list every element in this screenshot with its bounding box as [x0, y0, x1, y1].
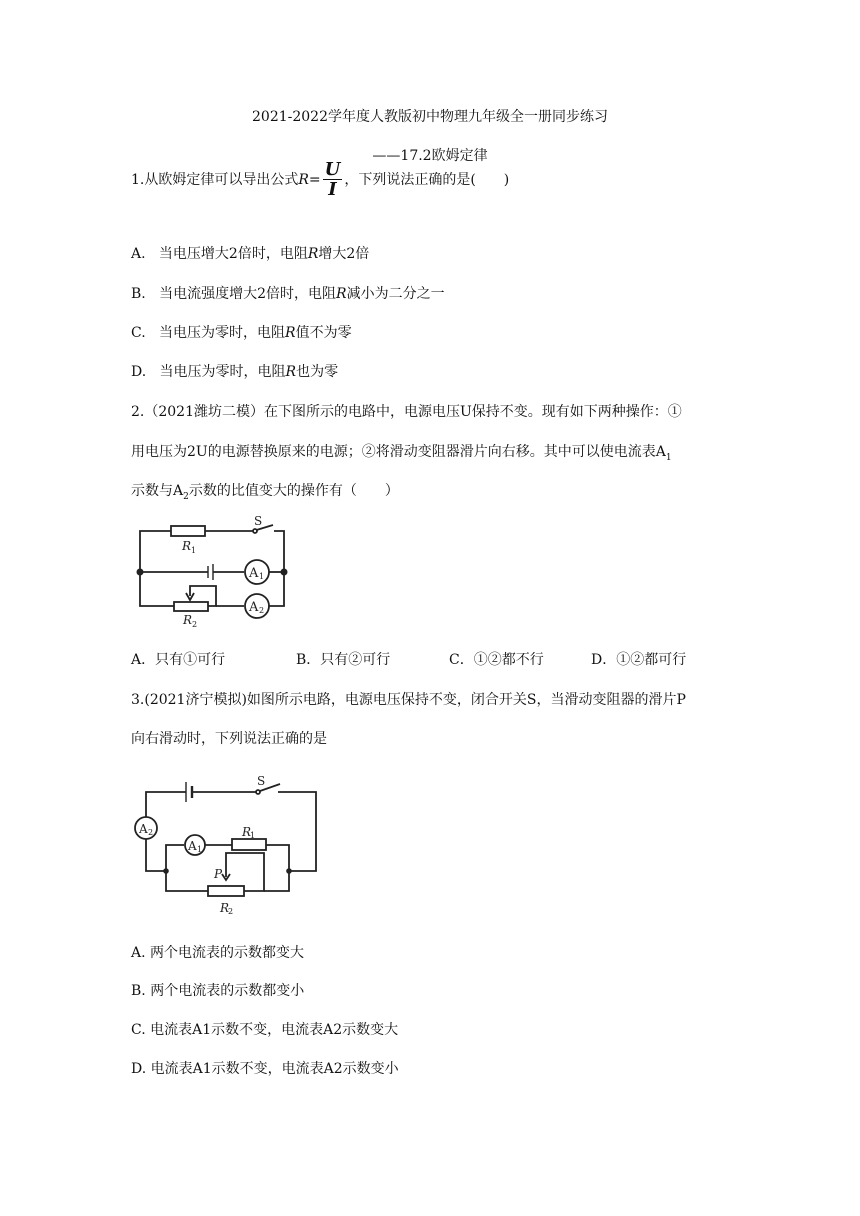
q1-formula-eq: = [308, 172, 321, 188]
page-title: 2021-2022学年度人教版初中物理九年级全一册同步练习 [252, 109, 608, 125]
page-subtitle: ——17.2欧姆定律 [372, 148, 488, 164]
q1-option-d: D. 当电压为零时，电阻R也为零 [131, 364, 339, 380]
q1-stem [131, 160, 509, 200]
q3-r1-label: R [242, 825, 252, 839]
q2-r1-sub: 1 [191, 546, 197, 555]
q1-option-b: B. 当电流强度增大2倍时，电阻R减小为二分之一 [131, 286, 445, 302]
q3-slider-label: P [214, 867, 223, 881]
q2-option-d: D．①②都可行 [591, 652, 687, 668]
q1-stem-suffix: ，下列说法正确的是( ) [344, 172, 510, 188]
q3-stem-line1: 3.(2021济宁模拟)如图所示电路，电源电压保持不变，闭合开关S，当滑动变阻器的滑片P [131, 692, 686, 708]
q3-stem-line2: 向右滑动时，下列说法正确的是 [131, 731, 327, 747]
q2-stem-line1: 2.（2021潍坊二模）在下图所示的电路中，电源电压U保持不变。现有如下两种操作：① [131, 404, 682, 420]
q2-a1-label: A [249, 566, 259, 581]
q3-option-b: B. 两个电流表的示数都变小 [131, 983, 305, 999]
q1-stem-prefix: 1.从欧姆定律可以导出公式 [131, 172, 299, 188]
q3-a1-label: A [188, 839, 197, 853]
q1-formula-fraction [323, 158, 343, 200]
q2-a2-label: A [249, 600, 259, 615]
q1-option-c: C. 当电压为零时，电阻R值不为零 [131, 325, 352, 341]
q2-option-b: B．只有②可行 [296, 652, 391, 668]
q3-r2-label: R [220, 901, 230, 915]
q3-r1-sub: 1 [250, 831, 256, 840]
q3-option-d: D. 电流表A1示数不变，电流表A2示数变小 [131, 1061, 399, 1077]
q2-option-a: A．只有①可行 [131, 652, 226, 668]
q1-formula-numerator: U [324, 158, 341, 180]
q3-circuit-diagram [128, 767, 328, 919]
q2-a2-sub: 2 [259, 606, 265, 615]
q1-formula-var: R [298, 172, 309, 188]
q3-switch-label: S [257, 774, 266, 788]
q1-option-a: A. 当电压增大2倍时，电阻R增大2倍 [131, 246, 370, 262]
q2-stem-line3: 示数与$A_2$示数的比值变大的操作有（ ） [131, 483, 399, 502]
q3-a2-label: A [139, 822, 148, 836]
q2-switch-label: S [254, 516, 263, 528]
q3-r2-sub: 2 [228, 907, 234, 916]
q2-circuit-diagram [128, 516, 296, 632]
q2-r1-label: R [182, 539, 192, 553]
q2-junction-left [137, 569, 144, 576]
q1-formula-denominator: I [328, 178, 337, 200]
q3-a2-sub: 2 [148, 828, 154, 837]
q2-stem-line2: 用电压为2U的电源替换原来的电源；②将滑动变阻器滑片向右移。其中可以使电流表$A_1$ [131, 444, 672, 463]
q3-junction-right [286, 868, 292, 874]
q2-r2-sub: 2 [192, 620, 198, 629]
q2-a1-sub: 1 [259, 572, 265, 581]
q3-option-a: A. 两个电流表的示数都变大 [131, 945, 305, 961]
q2-option-c: C．①②都不行 [449, 652, 544, 668]
q2-junction-right [281, 569, 288, 576]
q3-junction-left [163, 868, 169, 874]
q3-a1-sub: 1 [197, 845, 203, 854]
q2-r2-label: R [183, 613, 193, 627]
q3-option-c: C. 电流表A1示数不变，电流表A2示数变大 [131, 1022, 399, 1038]
